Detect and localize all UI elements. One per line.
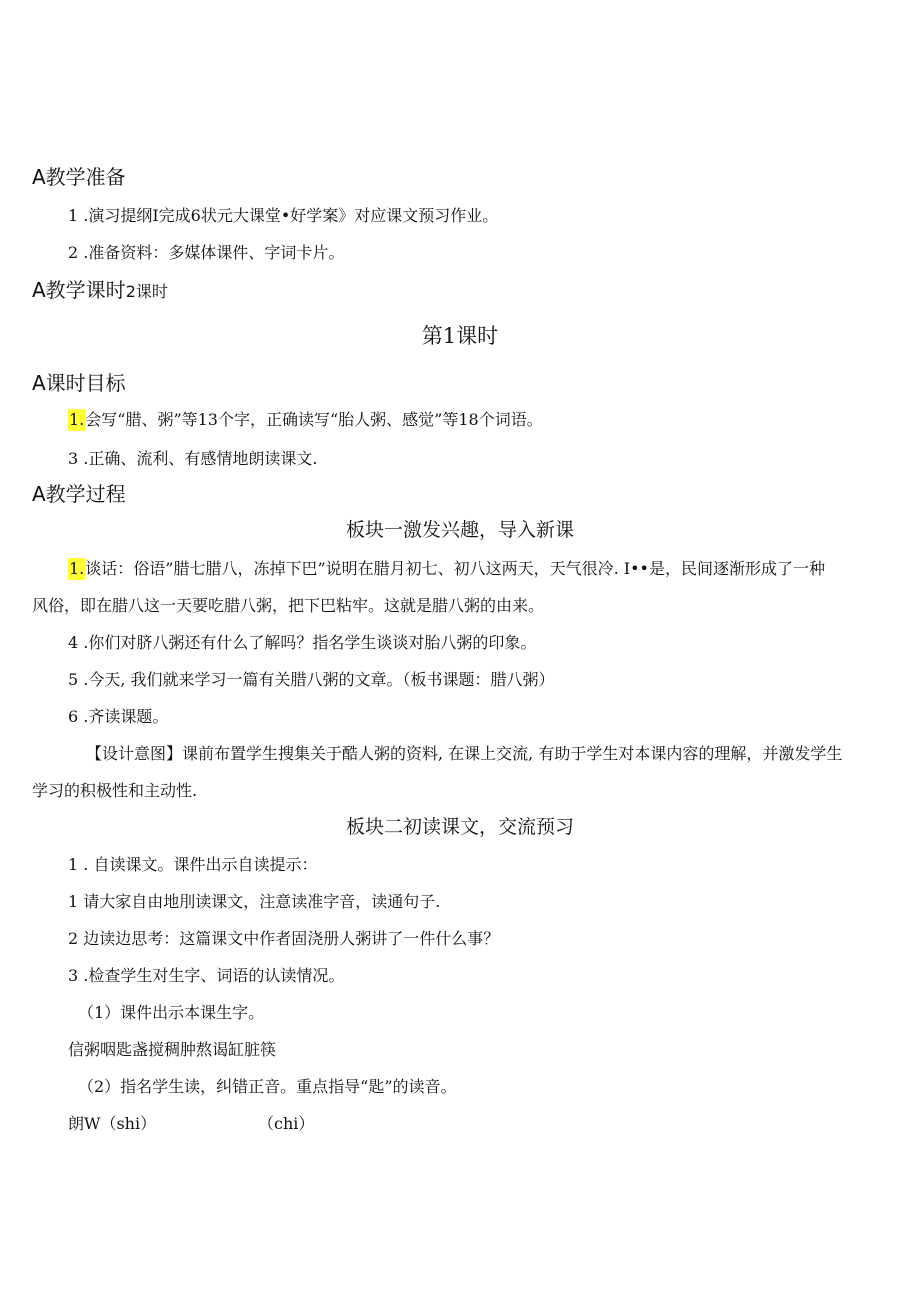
block-2-characters: 信粥咽匙盏搅稠肿熬谒缸脏筷 [68, 1040, 277, 1059]
hours-heading-value: 2课时 [125, 282, 168, 301]
block-1-item-1-marker: 1. [69, 559, 85, 578]
block-2-step-2: （2）指名学生读，纠错正音。重点指导“匙”的读音。 [78, 1077, 457, 1096]
block-1-item-1-line-1 [68, 558, 825, 580]
prep-item-2: 2 .准备资料：多媒体课件、字词卡片。 [68, 243, 345, 262]
block-2-step-1: （1）课件出示本课生字。 [78, 1003, 265, 1022]
block-1-item-1-line-2: 风俗，即在腊八这一天要吃腊八粥，把下巴粘牢。这就是腊八粥的由来。 [32, 596, 545, 615]
block-2-sub-2: 2 边读边思考：这篇课文中作者固浇册人粥讲了一件什么事？ [68, 929, 500, 948]
goals-heading: A课时目标 [32, 371, 126, 395]
block-2-title: 板块二初读课文，交流预习 [345, 816, 574, 838]
block-1-title: 板块一激发兴趣，导入新课 [345, 519, 574, 541]
pinyin-right: （chi） [258, 1114, 315, 1133]
block-1-item-5: 5 .今天, 我们就来学习一篇有关腊八粥的文章。（板书课题：腊八粥） [68, 670, 555, 689]
design-intent-line-1: 【设计意图】课前布置学生搜集关于酷人粥的资料, 在课上交流, 有助于学生对本课内容的理解，并激发学生 [86, 744, 843, 763]
goal-3: 3 .正确、流利、有感情地朗读课文. [68, 449, 318, 468]
block-1-item-4: 4 .你们对脐八粥还有什么了解吗？指名学生谈谈对胎八粥的印象。 [68, 633, 537, 652]
hours-heading-main: A教学课时 [32, 278, 126, 302]
hours-heading [32, 277, 168, 305]
block-2-item-1: 1 . 自读课文。课件出示自读提示： [68, 855, 318, 874]
goal-1-text: 会写“腊、粥”等13个字，正确读写“胎人粥、感觉”等18个词语。 [85, 410, 543, 429]
goal-1-marker: 1. [69, 410, 85, 429]
lesson-title: 第1课时 [421, 324, 499, 348]
process-heading: A教学过程 [32, 482, 126, 506]
block-1-item-6: 6 .齐读课题。 [68, 707, 169, 726]
pinyin-left: 朗W（shi） [68, 1114, 157, 1133]
block-2-item-3: 3 .检查学生对生字、词语的认读情况。 [68, 966, 345, 985]
block-1-item-1-text: 谈话：俗语”腊七腊八，冻掉下巴”说明在腊月初七、初八这两天，天气很冷. I••是，民间逐渐形成了一种 [85, 559, 825, 578]
prep-item-1: 1 .演习提纲I完成6状元大课堂•好学案》对应课文预习作业。 [68, 206, 499, 225]
block-2-sub-1: 1 请大家自由地刖读课文，注意读准字音，读通句子. [68, 892, 441, 911]
prep-heading: A教学准备 [32, 165, 126, 189]
design-intent-line-2: 学习的积极性和主动性. [32, 781, 198, 800]
goal-1 [68, 409, 543, 431]
